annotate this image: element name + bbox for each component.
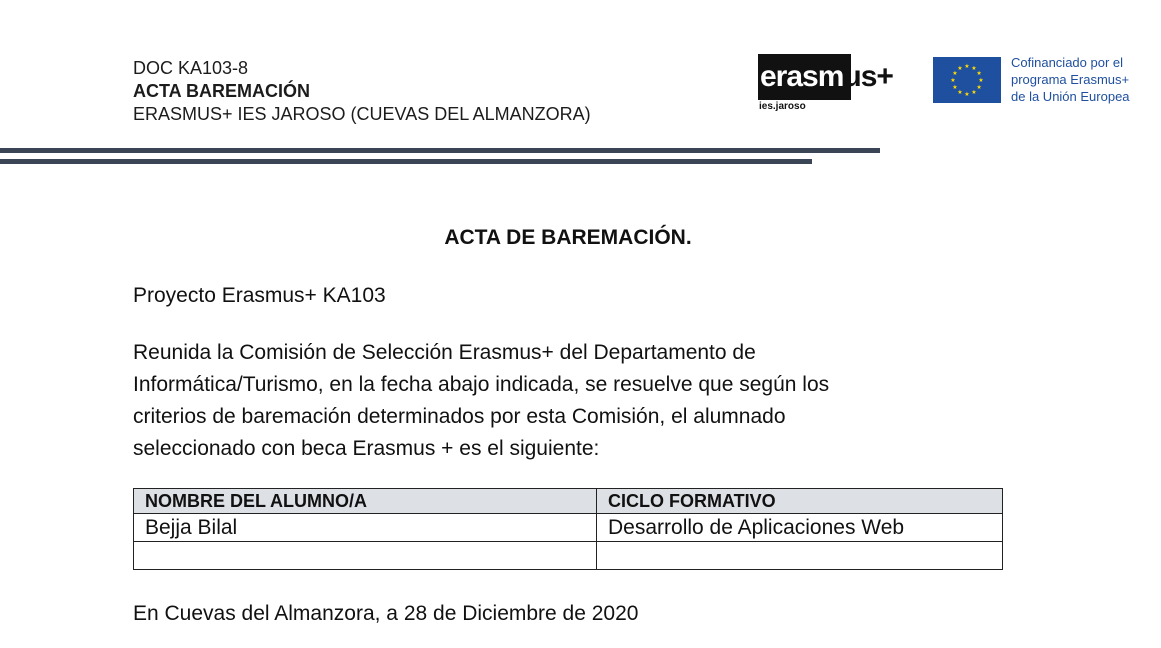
table-row xyxy=(134,542,1003,570)
eu-star-icon: ★ xyxy=(976,85,982,91)
table-header-row xyxy=(134,489,1003,514)
doc-code: DOC KA103-8 xyxy=(133,58,249,78)
header-rule-bottom xyxy=(0,159,812,164)
ies-jaroso-label: ies.jaroso xyxy=(759,101,806,112)
eu-star-icon: ★ xyxy=(978,78,984,84)
eu-cofinancing-text: Cofinanciado por el programa Erasmus+ de la Unión Europea xyxy=(1011,55,1130,104)
resolution-paragraph: Reunida la Comisión de Selección Erasmus+ del Departamento de Informática/Turismo, en la fecha abajo indicada, se resuelve que según los criterios de baremación determinados por esta Comisión, el alumnado seleccionado con beca Erasmus + es el siguiente: xyxy=(133,341,830,460)
eu-star-icon: ★ xyxy=(964,92,970,98)
page-title: ACTA DE BAREMACIÓN. xyxy=(444,226,692,249)
training-cycle-cell xyxy=(597,542,1003,570)
eu-star-icon: ★ xyxy=(957,90,963,97)
eu-star-icon: ★ xyxy=(976,71,982,77)
eu-star-icon: ★ xyxy=(971,90,977,97)
eu-star-icon: ★ xyxy=(957,65,963,72)
training-cycle-cell: Desarrollo de Aplicaciones Web xyxy=(597,514,1003,542)
project-line: Proyecto Erasmus+ KA103 xyxy=(133,284,386,307)
selected-students-table xyxy=(133,488,1003,570)
closing-line: En Cuevas del Almanzora, a 28 de Diciembre de 2020 xyxy=(133,602,639,625)
eu-star-icon: ★ xyxy=(952,71,958,77)
eu-star-icon: ★ xyxy=(952,85,958,91)
eu-star-icon: ★ xyxy=(950,78,956,84)
table-row xyxy=(134,514,1003,542)
column-header-cycle: CICLO FORMATIVO xyxy=(597,489,1003,514)
column-header-name: NOMBRE DEL ALUMNO/A xyxy=(134,489,597,514)
header-rule-top xyxy=(0,148,880,153)
eu-star-icon: ★ xyxy=(964,64,970,70)
eu-flag-icon xyxy=(933,57,1001,103)
student-name-cell xyxy=(134,542,597,570)
institution-name: ERASMUS+ IES JAROSO (CUEVAS DEL ALMANZORA) xyxy=(133,104,591,124)
doc-name: ACTA BAREMACIÓN xyxy=(133,81,310,101)
eu-star-icon: ★ xyxy=(971,65,977,72)
student-name-cell: Bejja Bilal xyxy=(134,514,597,542)
document-header xyxy=(133,57,591,126)
erasmus-logo: erasmus+ ies.jaroso xyxy=(758,54,900,114)
